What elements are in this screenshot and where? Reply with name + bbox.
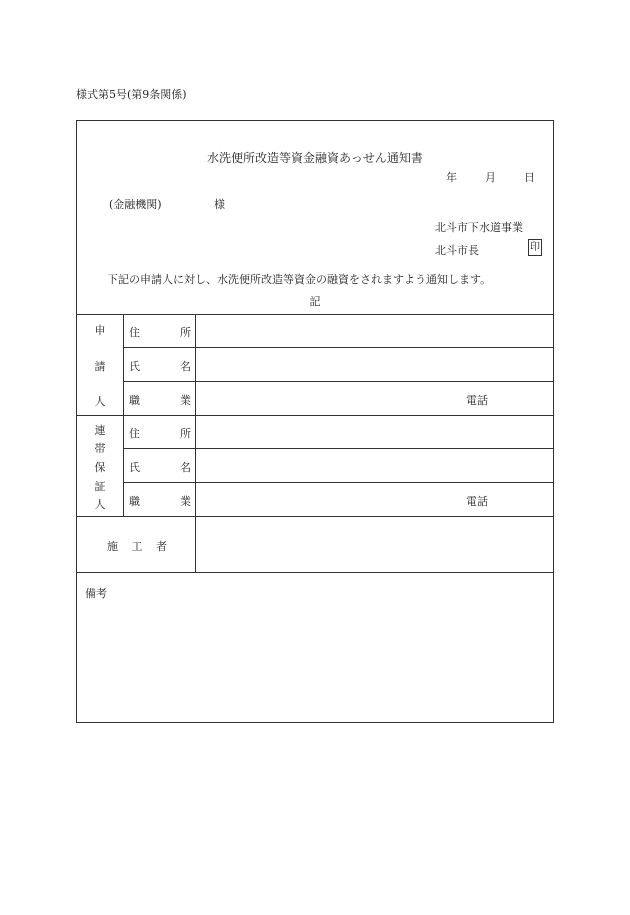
- table-top-line: [77, 314, 554, 315]
- guarantor-group-char: 証: [94, 480, 106, 493]
- guarantor-group-char: 連: [94, 424, 106, 437]
- row-divider: [123, 448, 554, 449]
- guarantor-group-char: 保: [94, 461, 106, 474]
- applicant-phone-label: 電話: [466, 394, 488, 407]
- group-column-line: [123, 314, 124, 516]
- applicant-group-char: 申: [94, 324, 106, 337]
- addressee: (金融機関): [109, 198, 162, 211]
- date-line: [446, 169, 535, 185]
- notice-body: 下記の申請人に対し、水洗便所改造等資金の融資をされますよう通知します。: [107, 273, 492, 286]
- guarantor-name-label: 氏 名: [129, 461, 191, 474]
- guarantor-group-char: 帯: [94, 442, 106, 455]
- contractor-label: 施 工 者: [107, 540, 167, 553]
- form-title: 水洗便所改造等資金融資あっせん通知書: [207, 151, 423, 165]
- ki-heading: 記: [309, 295, 321, 308]
- date-month-label: 月: [485, 171, 496, 184]
- issuer-name: 北斗市長: [435, 244, 479, 257]
- section-divider: [77, 572, 554, 573]
- remarks-label: 備考: [85, 587, 107, 600]
- date-day-label: 日: [524, 171, 535, 184]
- guarantor-group-char: 人: [94, 498, 106, 511]
- seal-mark: 印: [528, 239, 542, 256]
- label-column-line: [195, 314, 196, 572]
- issuer-org: 北斗市下水道事業: [435, 221, 523, 234]
- date-year-label: 年: [446, 171, 457, 184]
- applicant-address-label: 住 所: [129, 326, 191, 339]
- applicant-occupation-label: 職 業: [129, 394, 191, 407]
- row-divider: [123, 482, 554, 483]
- notice-form: [76, 120, 554, 723]
- row-divider: [123, 381, 554, 382]
- row-divider: [123, 347, 554, 348]
- form-number: 様式第5号(第9条関係): [76, 88, 187, 101]
- applicant-group-char: 請: [94, 360, 106, 373]
- guarantor-occupation-label: 職 業: [129, 495, 191, 508]
- guarantor-address-label: 住 所: [129, 427, 191, 440]
- guarantor-phone-label: 電話: [466, 495, 488, 508]
- applicant-group-char: 人: [94, 395, 106, 408]
- applicant-name-label: 氏 名: [129, 360, 191, 373]
- section-divider: [77, 516, 554, 517]
- honorific: 様: [214, 198, 225, 211]
- section-divider: [77, 415, 554, 416]
